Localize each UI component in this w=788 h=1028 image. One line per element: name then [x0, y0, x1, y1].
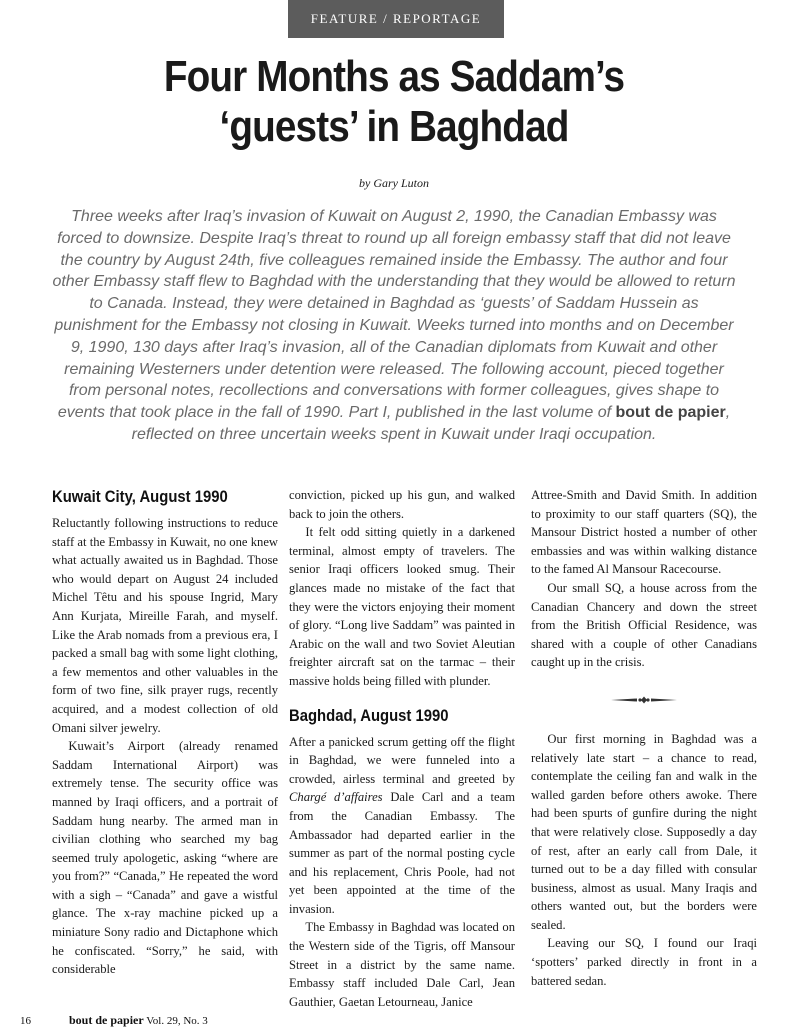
- column-1: [52, 486, 278, 979]
- paragraph: Kuwait’s Airport (already renamed Saddam International Airport) was extremely tense. The security office was manned by Iraqi officers, and a portrait of Saddam hung nearby. The armed man in civilian clothing who searched my bag seemed truly apologetic, asking “where are you from?” “Canada,” He repeated the word with a sigh – “Canada” and gave a wistful glance. The x-ray machine picked up a miniature Sony radio and Dictaphone which he confiscated. “Sorry,” he said, with considerable: [52, 739, 278, 977]
- column-2: [289, 486, 515, 1011]
- ornament-icon: [609, 695, 679, 705]
- paragraph-text: Dale Carl and a team from the Canadian Embassy. The Ambassador had departed earlier in the summer as part of the normal posting cycle and his replacement, Chris Poole, had not yet been appointed at the time of the invasion.: [289, 790, 516, 916]
- paragraph: Our first morning in Baghdad was a relatively late start – a chance to read, contemplate the ceiling fan and walk in the walled garden before others awoke. There had been spurts of gunfire during the night that were relatively close. Supposedly a day of rest, after an early call from Dale, it turned out to be a day filled with consular business, almost as usual. Many Iraqis and others wanted out, but the borders were sealed.: [531, 731, 757, 932]
- deck-text-end: , reflected on three uncertain weeks spent in Kuwait under Iraqi occupation.: [131, 404, 731, 443]
- magazine-name: bout de papier: [69, 1013, 144, 1027]
- section-banner: FEATURE / REPORTAGE: [288, 0, 504, 38]
- paragraph: It felt odd sitting quietly in a darkened terminal, almost empty of travelers. The senior Iraqi officers looked smug. Their glances made no mistake of the fact that they were the victors enjoying their moment of glory. “Long live Saddam” was painted in Arabic on the wall and two Soviet Aleutian freighter aircraft sat on the tarmac – their massive holds being filled with plunder.: [289, 525, 515, 688]
- column-3: [531, 486, 757, 990]
- title-line-1: Four Months as Saddam’s: [163, 52, 625, 101]
- paragraph: The Embassy in Baghdad was located on the Western side of the Tigris, off Mansour Street in a district by the same name. Embassy staff included Dale Carl, Jean Gauthier, Gaetan Letourneau, Janice: [289, 920, 515, 1009]
- section-heading-baghdad: Baghdad, August 1990: [289, 706, 449, 725]
- byline: by Gary Luton: [359, 176, 429, 190]
- paragraph-text: After a panicked scrum getting off the flight in Baghdad, we were funneled into a crowded, airless terminal and greeted by: [289, 734, 515, 786]
- volume-info: Vol. 29, No. 3: [143, 1015, 208, 1027]
- deck-publication-name: bout de papier: [615, 404, 726, 422]
- paragraph: Attree-Smith and David Smith. In addition to proximity to our staff quarters (SQ), the Mansour District hosted a number of other embassies and was within walking distance to the famed Al Mansour Racecourse.: [531, 488, 757, 577]
- title-line-2: ‘guests’ in Baghdad: [219, 102, 569, 151]
- paragraph-italic-title: Chargé d’affaires: [289, 790, 383, 805]
- page-number: 16: [20, 1015, 31, 1027]
- paragraph: Reluctantly following instructions to reduce staff at the Embassy in Kuwait, no one knew what actually awaited us in Baghdad. Those who would depart on August 24 included Michel Têtu and his spouse Ingrid, Mary Ann Kurjata, Mireille Farah, and myself. Like the Arab nomads from a previous era, I packed a small bag with some light clothing, a few mementos and other valuables in the form of two fine, silk prayer rugs, recently acquired, and a modest collection of old Omani silver jewelry.: [52, 516, 278, 735]
- article-deck: [50, 206, 738, 446]
- paragraph: Leaving our SQ, I found our Iraqi ‘spotters’ parked directly in front in a battered sedan.: [531, 936, 757, 988]
- paragraph: Our small SQ, a house across from the Canadian Chancery and down the street from the British Official Residence, was shared with a couple of other Canadians caught up in the crisis.: [531, 580, 757, 670]
- paragraph: [289, 733, 515, 919]
- page-footer: [20, 1013, 420, 1028]
- section-heading-kuwait: Kuwait City, August 1990: [52, 488, 228, 506]
- paragraph: conviction, picked up his gun, and walked back to join the others.: [289, 488, 515, 521]
- section-divider-ornament: [531, 692, 757, 704]
- deck-text: Three weeks after Iraq’s invasion of Kuwait on August 2, 1990, the Canadian Embassy was forced to downsize. Despite Iraq’s threat to round up all foreign embassy staff that did not leave the country by August 24th, five colleagues remained inside the Embassy. The author and four other Embassy staff flew to Baghdad with the understanding that they would be allowed to return to Canada. Instead, they were detained in Baghdad as ‘guests’ of Saddam Hussein as punishment for the Embassy not closing in Kuwait. Weeks turned into months and on December 9, 1990, 130 days after Iraq’s invasion, all of the Canadian diplomats from Kuwait and other remaining Westerners under detention were released. The following account, pieced together from personal notes, recollections and conversations with former colleagues, gives shape to events that took place in the fall of 1990. Part I, published in the last volume of: [52, 208, 736, 422]
- article-title: [100, 52, 688, 152]
